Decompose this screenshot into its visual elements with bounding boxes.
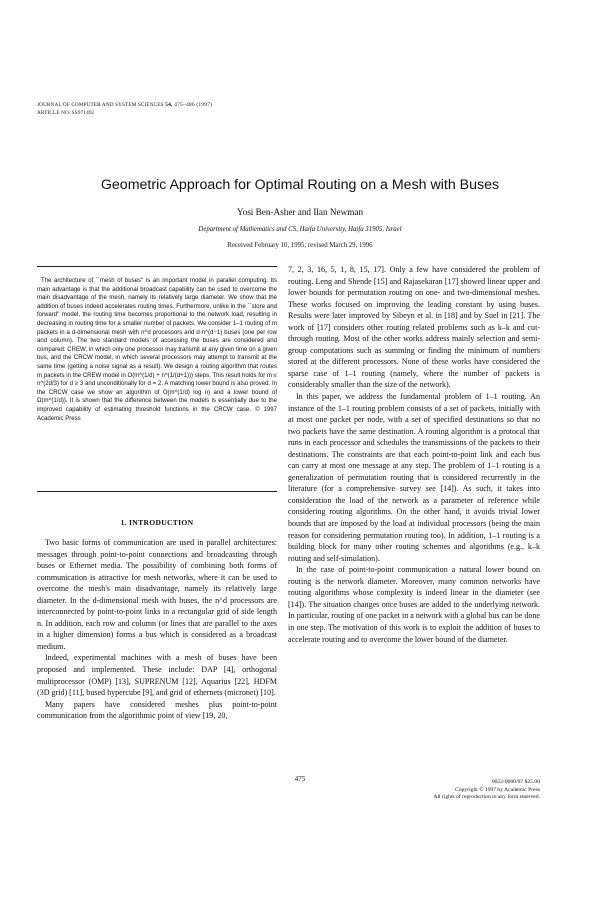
copyright-line: Copyright © 1997 by Academic Press: [455, 786, 540, 793]
left-column-body: [37, 537, 277, 722]
journal-volume: 54,: [165, 102, 173, 108]
intro-paragraph: In this paper, we address the fundamental problem of 1–1 routing. An instance of the 1–1 routing problem consists of a set of packets, initially with at most one packet per node, with a set of specified destinations so that no two packets have the same destination. A routing algorithm is a protocal that runs in each processor and schedules the transmissions of the packets to their destinations. The constraints are that each point-to-point link and each bus can carry at most one message at any step. The problem of 1–1 routing is a generalization of permutation routing that is considered recurrently in the literature (for a comprehensive survey see [14]). As such, it takes into consideration the load of the network as a parameter of reference while considering routing algorithms. On the other hand, it avoids trivial lower bounds that are imposed by the load at individual processors (being the main reason for considering permutation routing too). In addition, 1–1 routing is a building block for many other routing schemes and algorithms (e.g., k–k routing and self-simulation).: [288, 392, 540, 563]
journal-name: JOURNAL OF COMPUTER AND SYSTEM SCIENCES: [37, 102, 164, 108]
abstract: The architecture of ``mesh of buses'' is an important model in parallel computing. Its main advantage is that the additional broadcast capability can be used to overcome the main disadvantage of the mesh, namely its relatively large diameter. We show that the addition of buses indeed accelerates routing times. Furthermore, unlike in the ``store and forward'' model, the routing time becomes proportional to the network load, resulting in decreasing in routing time for a smaller number of packets. We consider 1–1 routing of m packets in a d-dimensional mesh with n^d processors and d·n^(d−1) buses (one per row and column). The two standard models of accessing the buses are considered and compared: CREW, in which only one processor may transmit at any given time on a given bus, and the CRCW model, in which several processors may attempt to transmit at the same time (getting a noise signal as a result). We design a routing algorithm that routes m packets in the CREW model in O(m^(1/d) + n^(1/(d+1))) steps. This result holds for m ≤ n^(2d/3) for d ≥ 3 and unconditionally for d = 2. A matching lower bound is also proved. In the CRCW case we show an algorithm of O(m^(1/d) log n) and a lower bound of Ω(m^(1/d)). It is shown that the difference between the models is essentially due to the improved capability of estimating threshold functions in the CRCW case. © 1997 Academic Press: [37, 266, 277, 423]
page-number: 475: [294, 775, 306, 783]
paper-title: Geometric Approach for Optimal Routing on a Mesh with Buses: [100, 177, 500, 193]
section-heading: 1. INTRODUCTION: [120, 518, 194, 527]
intro-paragraph: Many papers have considered meshes plus point-to-point communication from the algorithmic point of view [19, 20,: [37, 699, 277, 721]
intro-paragraph: 7, 2, 3, 16, 5, 1, 8, 15, 17]. Only a few have considered the problem of routing. Leng and Shende [15] and Rajasekaran [17] showed linear upper and lower bounds for permutation routing on one- and two-dimensional meshes. These works focused on improving the leading constant by using buses. Results were later improved by Sibeyn et al. in [18] and by Suel in [21]. The work of [17] considers other routing related problems such as k–k and cut-through routing. Most of the other works address mainly selection and semi-group computations such as summing or finding the minimum of numbers stored at the different processors. None of these works have considered the sparse case of 1–1 routing (namely, where the number of packets is considerably smaller than the size of the network).: [288, 265, 540, 390]
intro-paragraph: Two basic forms of communication are used in parallel architectures: messages through point-to-point connections and broadcasting through buses or Ethernet media. The possibility of combining both forms of communication is attractive for mesh networks, where it can be used to overcome the mesh's main disadvantage, namely its relatively large diameter. In the d-dimensional mesh with buses, the n^d processors are interconnected by point-to-point links in a rectangular grid of side length n. In addition, each row and column (or lines that are parallel to the axes in a higher dimension) forms a bus which is considered as a broadcast medium.: [37, 538, 277, 651]
received-dates: Received February 10, 1995; revised March 29, 1996: [227, 242, 373, 249]
article-number: ARTICLE NO. SS971492: [37, 110, 95, 117]
author-affiliation: Department of Mathematics and CS, Haifa University, Haifa 31905, Israel: [198, 226, 402, 233]
copyright-block: [433, 779, 540, 802]
abstract-bottom-rule: [37, 491, 277, 492]
intro-paragraph: Indeed, experimental machines with a mesh of buses have been proposed and implemented. These include: DAP [4], orthogonal multiprocessor (OMP) [13], SUPRENUM [12], Aquarius [22], HDFM (3D grid) [11], bused hypercube [9], and grid of ethernets (micronet) [10].: [37, 653, 277, 698]
right-column-body: [288, 264, 540, 645]
journal-header: [37, 101, 212, 118]
rights-line: All rights of reproduction in any form reserved.: [433, 794, 540, 801]
issn-price: 0022-0000/97 $25.00: [491, 779, 540, 785]
paper-authors: Yosi Ben-Asher and Ilan Newman: [236, 207, 364, 217]
intro-paragraph: In the case of point-to-point communication a natural lower bound on routing is the network diameter. Moreover, many common networks have routing algorithms whose complexity is indeed linear in the diameter (see [14]). The situation changes once buses are added to the underlying network. In particular, routing of one packet in a network with a global bus can be done in one step. The motivation of this work is to exploit the addition of buses to accelerate routing and to overcome the lower bound of the diameter.: [288, 565, 540, 644]
journal-pages: 475–486 (1997): [174, 102, 213, 108]
